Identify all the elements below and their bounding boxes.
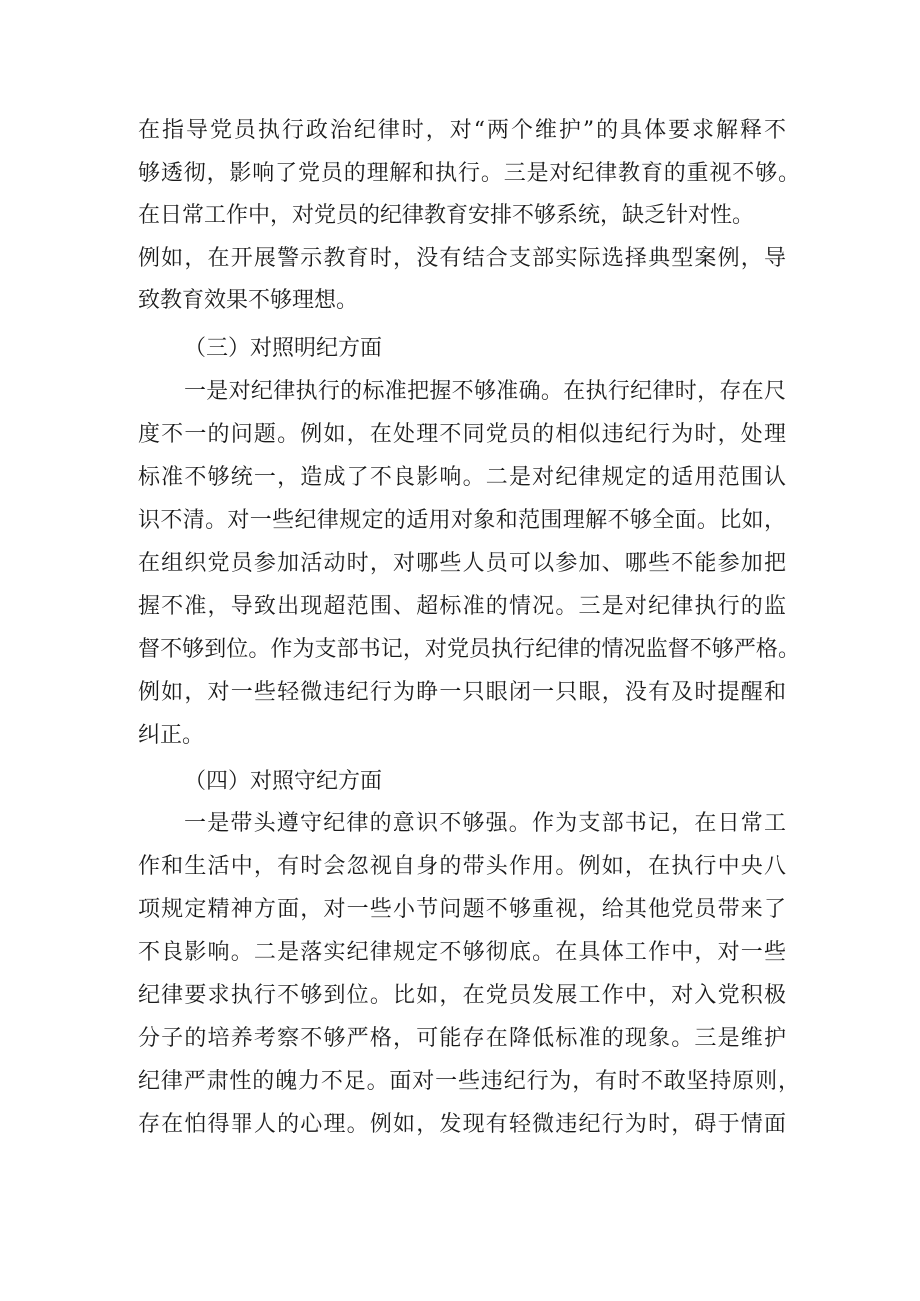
text-line: 一是对纪律执行的标准把握不够准确。在执行纪律时，存在尺 bbox=[184, 379, 786, 404]
text-line: 够透彻，影响了党员的理解和执行。三是对纪律教育的重视不够。 bbox=[138, 161, 800, 186]
text-line: 例如，在开展警示教育时，没有结合支部实际选择典型案例，导 bbox=[138, 246, 786, 271]
text-line: 在指导党员执行政治纪律时，对“两个维护”的具体要求解释不 bbox=[138, 118, 786, 143]
text-line: 握不准，导致出现超范围、超标准的情况。三是对纪律执行的监 bbox=[138, 594, 786, 619]
text-line: 标准不够统一，造成了不良影响。二是对纪律规定的适用范围认 bbox=[138, 465, 786, 490]
text-line: 项规定精神方面，对一些小节问题不够重视，给其他党员带来了 bbox=[138, 897, 786, 922]
text-line: 识不清。对一些纪律规定的适用对象和范围理解不够全面。比如， bbox=[138, 508, 786, 533]
text-line: 不良影响。二是落实纪律规定不够彻底。在具体工作中，对一些 bbox=[138, 940, 786, 965]
text-line: 分子的培养考察不够严格，可能存在降低标准的现象。三是维护 bbox=[138, 1026, 786, 1051]
text-line: 度不一的问题。例如，在处理不同党员的相似违纪行为时，处理 bbox=[138, 422, 786, 447]
text-line: 一是带头遵守纪律的意识不够强。作为支部书记，在日常工 bbox=[184, 811, 786, 836]
text-line: 例如，对一些轻微违纪行为睁一只眼闭一只眼，没有及时提醒和 bbox=[138, 680, 786, 705]
text-line: 纪律要求执行不够到位。比如，在党员发展工作中，对入党积极 bbox=[138, 983, 786, 1008]
text-line: 纠正。 bbox=[138, 723, 205, 748]
text-line: 在组织党员参加活动时，对哪些人员可以参加、哪些不能参加把 bbox=[138, 551, 786, 576]
section-heading: （四）对照守纪方面 bbox=[184, 769, 383, 794]
text-line: 致教育效果不够理想。 bbox=[138, 288, 359, 313]
text-line: 存在怕得罪人的心理。例如，发现有轻微违纪行为时，碍于情面 bbox=[138, 1112, 786, 1137]
text-line: 在日常工作中，对党员的纪律教育安排不够系统，缺乏针对性。 bbox=[138, 203, 755, 228]
text-line: 作和生活中，有时会忽视自身的带头作用。例如，在执行中央八 bbox=[138, 854, 786, 879]
text-line: 纪律严肃性的魄力不足。面对一些违纪行为，有时不敢坚持原则， bbox=[138, 1069, 800, 1094]
section-heading: （三）对照明纪方面 bbox=[184, 336, 383, 361]
text-line: 督不够到位。作为支部书记，对党员执行纪律的情况监督不够严格。 bbox=[138, 637, 800, 662]
